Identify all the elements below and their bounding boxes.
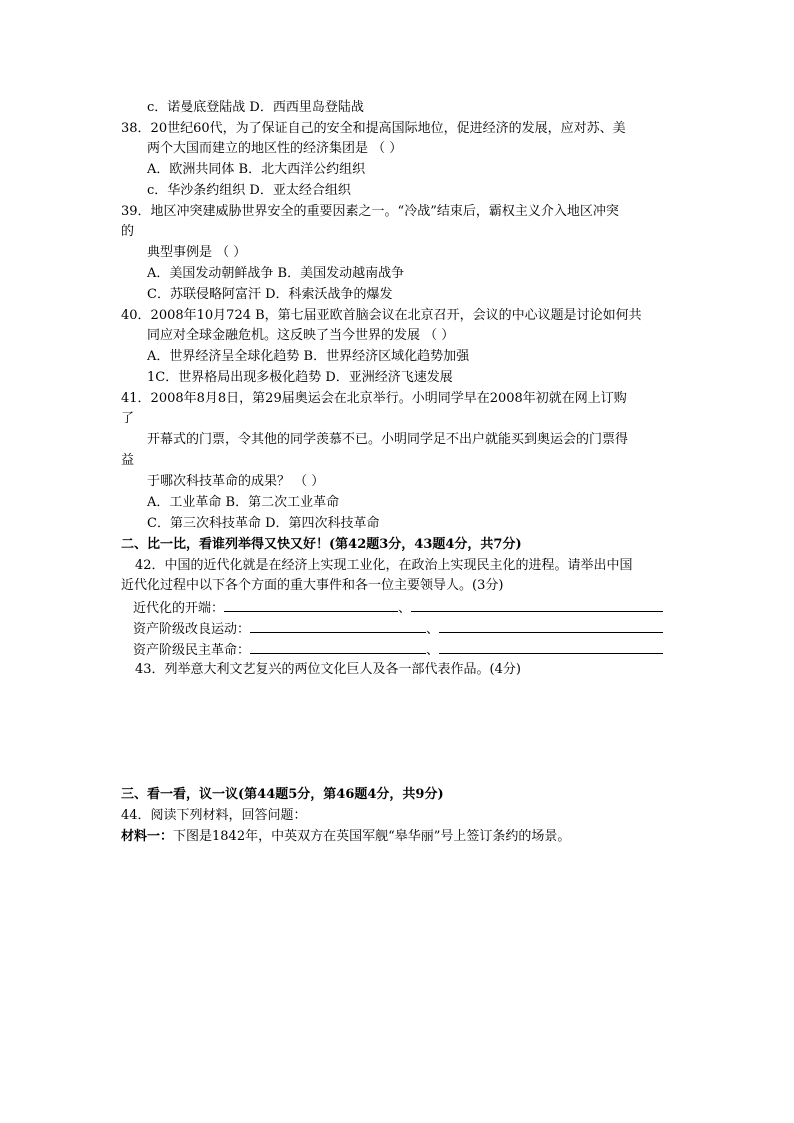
q42-row2-leader-blank[interactable] xyxy=(439,620,663,633)
q42-row1-event-blank[interactable] xyxy=(224,599,398,612)
q42-answer-row-3 xyxy=(133,641,663,659)
q42-row3-event-blank[interactable] xyxy=(250,641,426,654)
q42-row3-label: 资产阶级民主革命： xyxy=(133,643,251,658)
q42-stem-line1: 42．中国的近代化就是在经济上实现工业化，在政治上实现民主化的进程。请举出中国 xyxy=(135,558,633,573)
q39-stem-line1: 39．地区冲突建威胁世界安全的重要因素之一。“冷战”结束后，霸权主义介入地区冲突 xyxy=(121,204,619,219)
q42-row3-separator: 、 xyxy=(426,643,440,658)
q39-options-ab: A．美国发动朝鲜战争 B．美国发动越南战争 xyxy=(147,266,405,281)
q40-options-ab: A．世界经济呈全球化趋势 B．世界经济区域化趋势加强 xyxy=(147,349,470,364)
q42-row2-event-blank[interactable] xyxy=(250,620,426,633)
q38-options-ab: A．欧洲共同体 B．北大西洋公约组织 xyxy=(147,162,366,177)
q42-answer-row-2 xyxy=(133,620,663,638)
q38-options-cd: c．华沙条约组织 D．亚太经合组织 xyxy=(147,183,351,198)
q37-options-cd: c．诺曼底登陆战 D．西西里岛登陆战 xyxy=(147,100,364,115)
q42-row1-separator: 、 xyxy=(398,601,412,616)
q41-options-ab: A．工业革命 B．第二次工业革命 xyxy=(147,495,340,510)
q39-stem-line3: 典型事例是 （ ） xyxy=(147,245,247,260)
q41-stem-line2: 了 xyxy=(121,411,135,426)
q42-stem-line2: 近代化过程中以下各个方面的重大事件和各一位主要领导人。(3分) xyxy=(121,578,504,593)
q41-stem-line1: 41．2008年8月8日，第29届奥运会在北京举行。小明同学早在2008年初就在网上订购 xyxy=(121,391,627,406)
q38-stem-line1: 38．20世纪60代，为了保证自己的安全和提高国际地位，促进经济的发展，应对苏、美 xyxy=(121,121,626,136)
q44-material-label: 材料一： xyxy=(121,829,174,844)
q44-material-text: 下图是1842年，中英双方在英国军舰“皋华丽”号上签订条约的场景。 xyxy=(173,829,571,844)
q39-options-cd: C．苏联侵略阿富汗 D．科索沃战争的爆发 xyxy=(147,287,393,302)
q42-row1-leader-blank[interactable] xyxy=(411,599,663,612)
q41-stem-line3: 开幕式的门票，令其他的同学羡慕不已。小明同学足不出户就能买到奥运会的门票得 xyxy=(147,432,629,447)
q42-row2-separator: 、 xyxy=(426,622,440,637)
q40-options-cd: 1C．世界格局出现多极化趋势 D．亚洲经济飞速发展 xyxy=(147,370,453,385)
section3-heading: 三、看一看，议一议(第44题5分，第46题4分，共9分) xyxy=(121,787,444,802)
q40-stem-line1: 40．2008年10月724 B，第七届亚欧首脑会议在北京召开，会议的中心议题是讨论如何共 xyxy=(121,308,642,323)
q38-stem-line2: 两个大国而建立的地区性的经济集团是 （ ） xyxy=(147,141,403,156)
q40-stem-line2: 同应对全球金融危机。这反映了当今世界的发展 （ ） xyxy=(147,328,455,343)
q41-options-cd: C．第三次科技革命 D．第四次科技革命 xyxy=(147,516,380,531)
q42-row1-label: 近代化的开端： xyxy=(133,601,225,616)
q41-stem-line4: 益 xyxy=(121,453,135,468)
q42-answer-row-1 xyxy=(133,599,663,617)
q44-material-one xyxy=(121,829,570,845)
q39-stem-line2: 的 xyxy=(121,224,135,239)
q41-stem-line5: 于哪次科技革命的成果？ （ ） xyxy=(147,474,325,489)
q42-row2-label: 资产阶级改良运动： xyxy=(133,622,251,637)
q43-stem: 43．列举意大利文艺复兴的两位文化巨人及各一部代表作品。(4分) xyxy=(135,662,521,677)
section2-heading: 二、比一比，看谁列举得又快又好！(第42题3分，43题4分，共7分) xyxy=(121,537,522,552)
q42-row3-leader-blank[interactable] xyxy=(439,641,663,654)
q44-stem: 44．阅读下列材料，回答问题： xyxy=(121,808,307,823)
